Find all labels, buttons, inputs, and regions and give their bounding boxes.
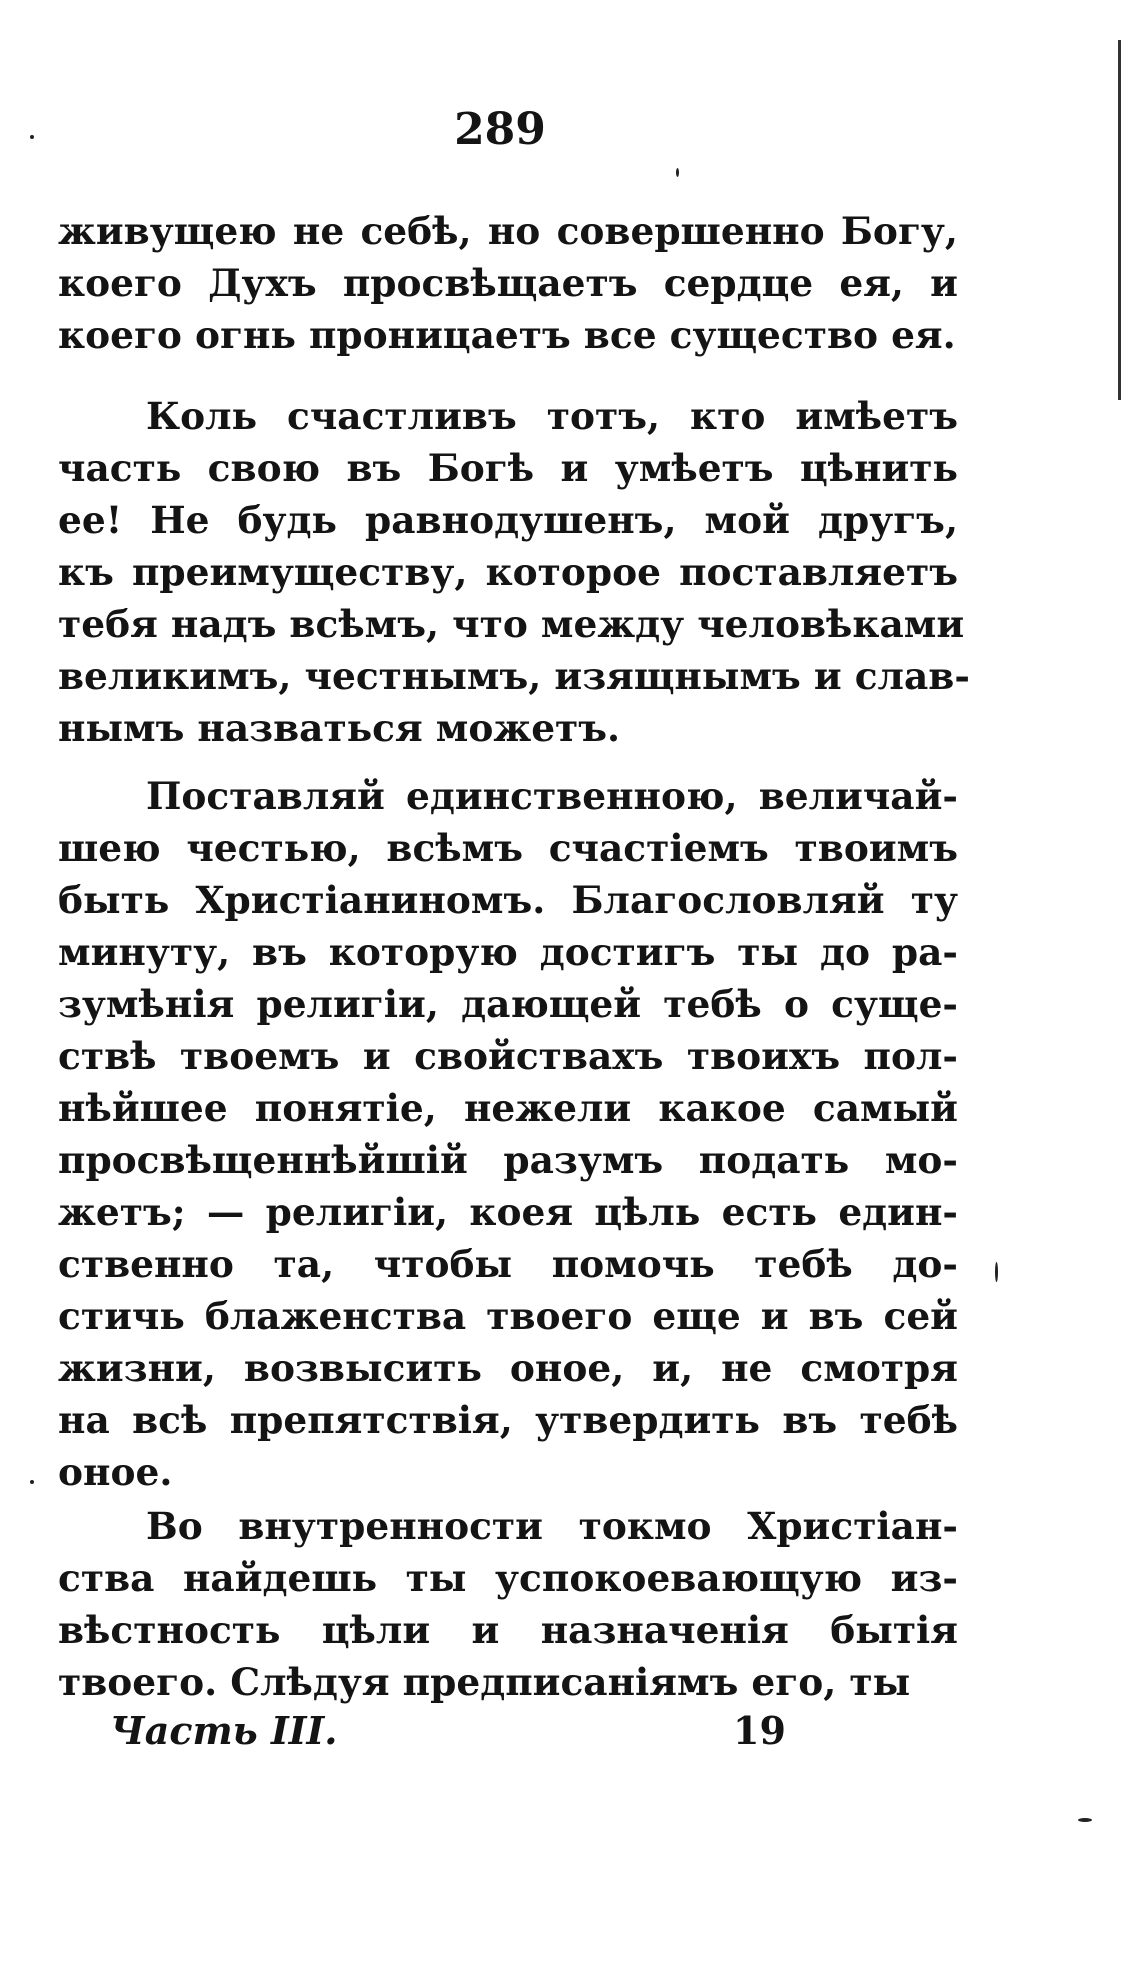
text-line: ства найдешь ты успокоевающую из-: [58, 1556, 958, 1600]
page-number: 289: [454, 104, 546, 155]
paragraph-2: [58, 390, 970, 754]
text-line: живущею не себѣ, но совершенно Богу,: [58, 209, 958, 253]
text-line: часть свою въ Богѣ и умѣетъ цѣнить: [58, 446, 958, 490]
text-line: жизни, возвысить оное, и, не смотря: [58, 1346, 958, 1390]
text-line: быть Христіаниномъ. Благословляй ту: [58, 878, 958, 922]
text-line: тебя надъ всѣмъ, что между человѣками: [58, 602, 965, 646]
text-line: минуту, въ которую достигъ ты до ра-: [58, 930, 958, 974]
speck: [995, 1262, 998, 1282]
text-line: къ преимуществу, которое поставляетъ: [58, 550, 958, 594]
footer-signature: 19: [733, 1708, 786, 1753]
text-line: ствѣ твоемъ и свойствахъ твоихъ пол-: [58, 1034, 958, 1078]
text-line: оное.: [58, 1450, 173, 1494]
paragraph-3: [58, 770, 958, 1498]
speck: [676, 168, 679, 177]
text-line: ее! Не будь равнодушенъ, мой другъ,: [58, 498, 958, 542]
text-line: нымъ назваться можетъ.: [58, 706, 621, 750]
text-line: твоего. Слѣдуя предписаніямъ его, ты: [58, 1660, 911, 1704]
text-line: нѣйшее понятіе, нежели какое самый: [58, 1086, 958, 1130]
speck: [30, 1480, 34, 1484]
text-line: Коль счастливъ тотъ, кто имѣетъ: [146, 394, 958, 438]
text-line: коего Духъ просвѣщаетъ сердце ея, и: [58, 261, 958, 305]
speck: [30, 135, 34, 139]
text-line: Поставляй единственною, величай-: [146, 774, 958, 818]
paragraph-1: [58, 205, 958, 361]
paragraph-4: [58, 1500, 958, 1708]
text-line: ственно та, чтобы помочь тебѣ до-: [58, 1242, 958, 1286]
text-line: зумѣнія религіи, дающей тебѣ о суще-: [58, 982, 958, 1026]
text-line: на всѣ препятствія, утвердить въ тебѣ: [58, 1398, 958, 1442]
text-line: жетъ; — религіи, коея цѣль есть един-: [58, 1190, 958, 1234]
speck: [1078, 1818, 1092, 1822]
text-line: шею честью, всѣмъ счастіемъ твоимъ: [58, 826, 958, 870]
text-line: вѣстность цѣли и назначенія бытія: [58, 1608, 958, 1652]
footer: [0, 1708, 1140, 1768]
text-line: Во внутренности токмо Христіан-: [146, 1504, 958, 1548]
text-line: просвѣщеннѣйшій разумъ подать мо-: [58, 1138, 958, 1182]
text-line: великимъ, честнымъ, изящнымъ и слав-: [58, 654, 970, 698]
text-line: стичь блаженства твоего еще и въ сей: [58, 1294, 958, 1338]
text-line: коего огнь проницаетъ все существо ея.: [58, 313, 956, 357]
page-edge-line: [1118, 40, 1121, 400]
footer-part-label: Часть III.: [110, 1708, 338, 1753]
